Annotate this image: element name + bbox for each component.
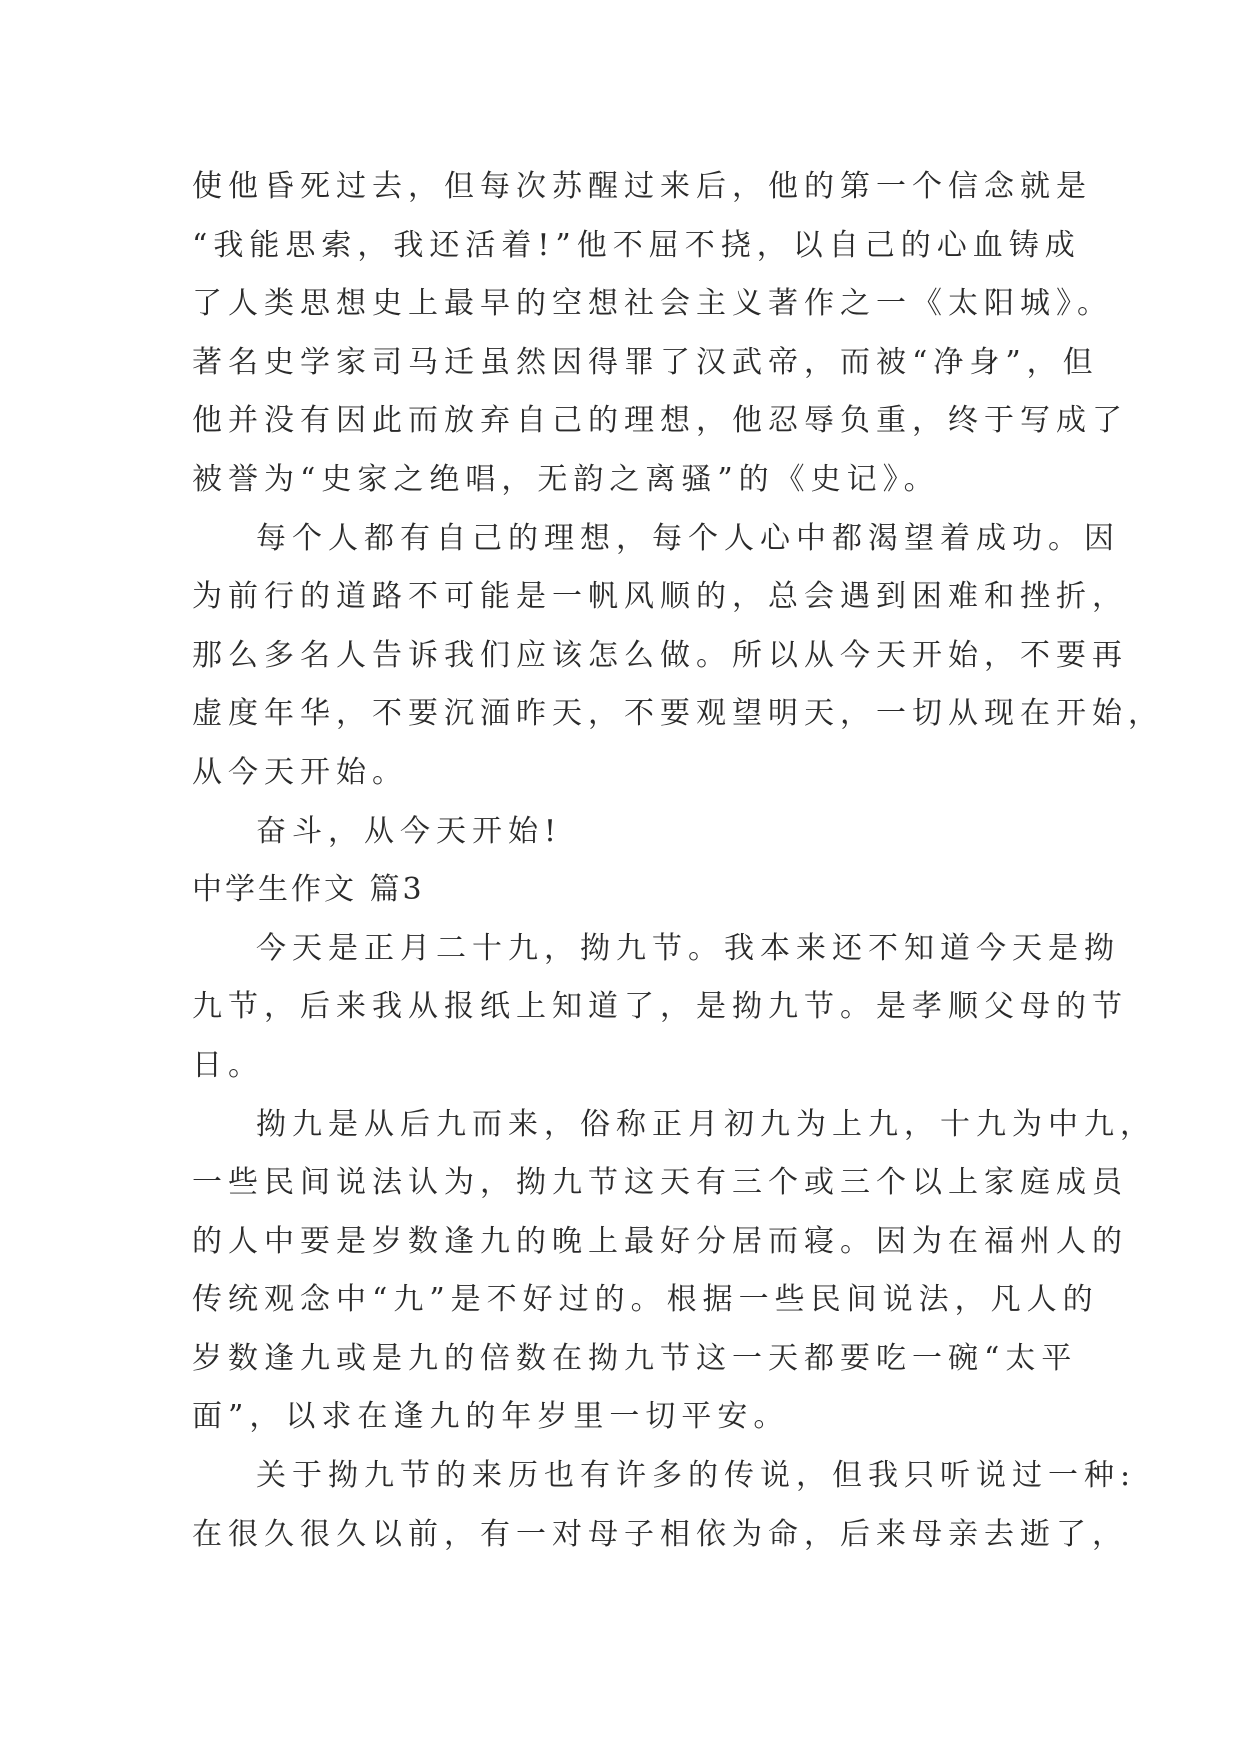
paragraph-first-line: 拗九是从后九而来，俗称正月初九为上九，十九为中九， <box>256 1106 1156 1142</box>
text-line: 岁数逢九或是九的倍数在拗九节这一天都要吃一碗“太平 <box>192 1340 1078 1376</box>
text-line: “我能思索，我还活着!”他不屈不挠，以自己的心血铸成 <box>192 227 1081 263</box>
document-body <box>192 158 1164 1564</box>
text-line: 九节，后来我从报纸上知道了，是拗九节。是孝顺父母的节 <box>192 989 1128 1025</box>
text-line: 著名史学家司马迁虽然因得罪了汉武帝，而被“净身”，但 <box>192 344 1099 380</box>
text-line: 在很久很久以前，有一对母子相依为命，后来母亲去逝了， <box>192 1516 1128 1552</box>
paragraph-first-line: 今天是正月二十九，拗九节。我本来还不知道今天是拗 <box>256 930 1120 966</box>
text-line: 了人类思想史上最早的空想社会主义著作之一《太阳城》。 <box>192 286 1113 322</box>
text-line: 一些民间说法认为，拗九节这天有三个或三个以上家庭成员 <box>192 1165 1128 1201</box>
text-line: 为前行的道路不可能是一帆风顺的，总会遇到困难和挫折， <box>192 579 1128 615</box>
text-line: 日。 <box>192 1047 264 1083</box>
section-heading: 中学生作文 篇3 <box>192 872 425 908</box>
text-line: 传统观念中“九”是不好过的。根据一些民间说法，凡人的 <box>192 1282 1099 1318</box>
text-line: 那么多名人告诉我们应该怎么做。所以从今天开始，不要再 <box>192 637 1128 673</box>
text-line: 从今天开始。 <box>192 754 408 790</box>
text-line: 被誉为“史家之绝唱，无韵之离骚”的《史记》。 <box>192 461 940 497</box>
text-line: 他并没有因此而放弃自己的理想，他忍辱负重，终于写成了 <box>192 403 1128 439</box>
paragraph-first-line: 关于拗九节的来历也有许多的传说，但我只听说过一种: <box>256 1458 1137 1494</box>
paragraph-first-line: 奋斗，从今天开始! <box>256 813 563 849</box>
text-line: 面”，以求在逢九的年岁里一切平安。 <box>192 1399 790 1435</box>
paragraph-first-line: 每个人都有自己的理想，每个人心中都渴望着成功。因 <box>256 520 1120 556</box>
text-line: 使他昏死过去，但每次苏醒过来后，他的第一个信念就是 <box>192 169 1092 204</box>
text-line: 的人中要是岁数逢九的晚上最好分居而寝。因为在福州人的 <box>192 1223 1128 1259</box>
text-line: 虚度年华，不要沉湎昨天，不要观望明天，一切从现在开始， <box>192 696 1164 732</box>
